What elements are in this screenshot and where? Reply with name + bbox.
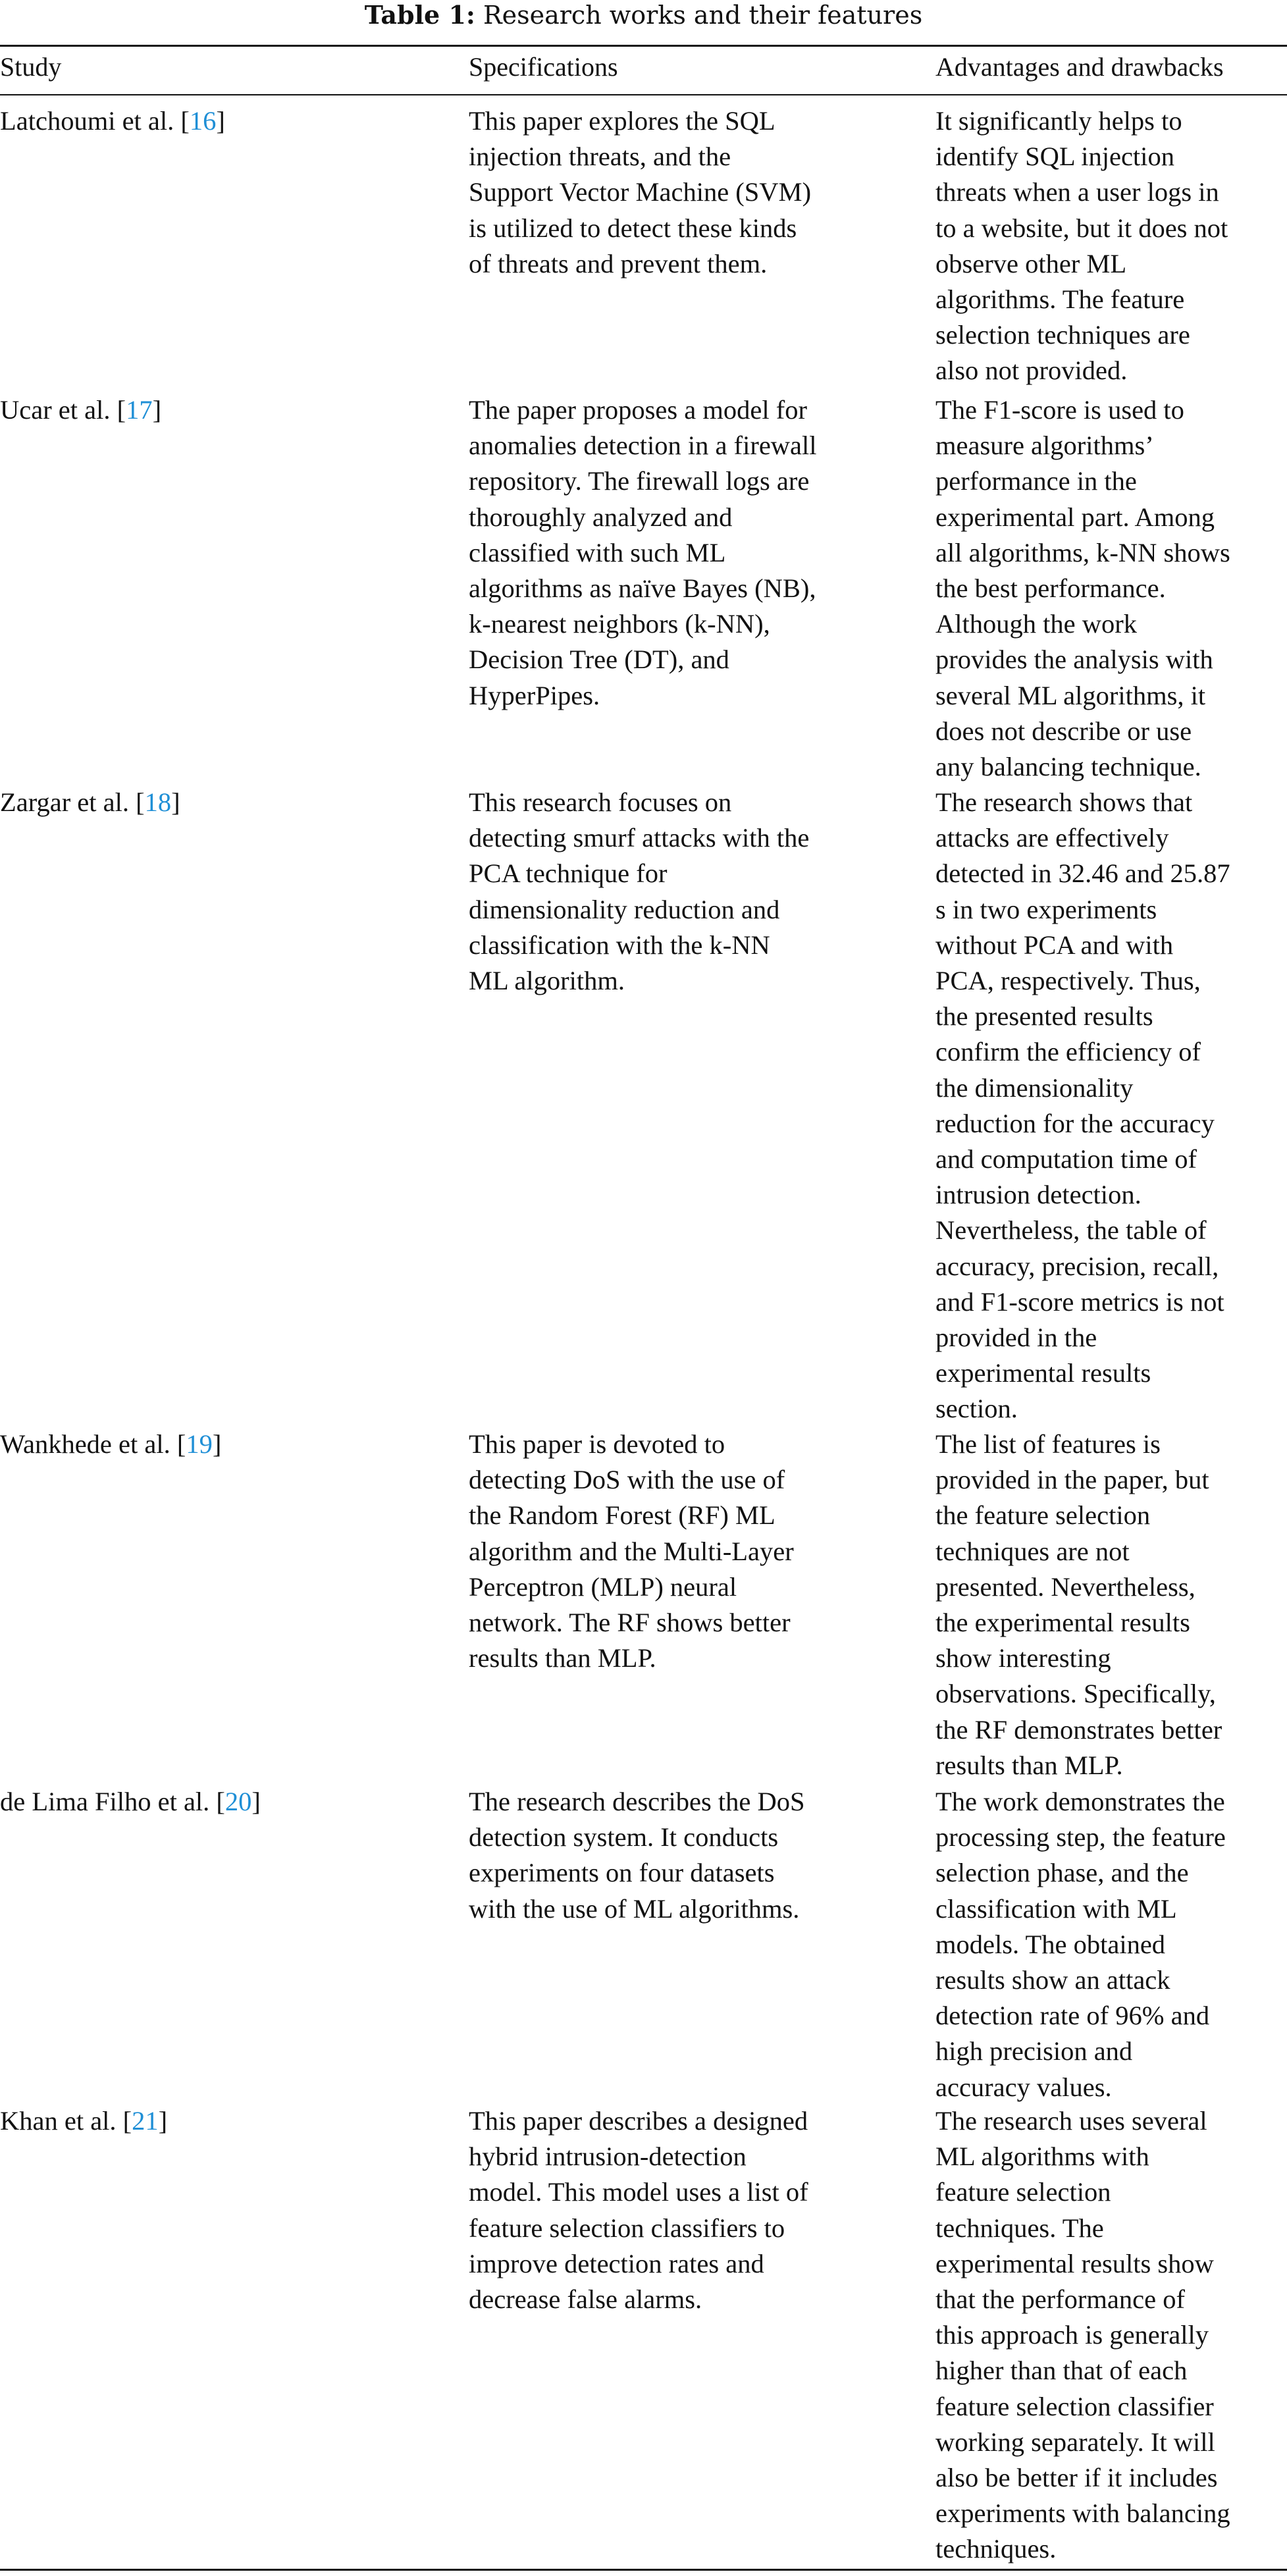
table-top-rule xyxy=(0,45,1287,47)
study-name: Zargar et al. [ xyxy=(0,787,145,817)
table-caption-label: Table 1: xyxy=(364,0,475,30)
specifications-cell: This paper describes a designed hybrid intrusion-detection model. This model uses a list of feature selection classifiers to improve detection rates and decrease false alarms. xyxy=(469,2106,808,2315)
advantages-cell: The research uses several ML algorithms with feature selection techniques. The experimental results show that the performance of this approach is generally higher than that of each feature selection classifier working separately. It will also be better if it includes experiments with balancing techniques. xyxy=(935,2106,1230,2564)
column-header-specifications: Specifications xyxy=(469,52,618,82)
specifications-cell: This paper is devoted to detecting DoS with the use of the Random Forest (RF) ML algorithm and the Multi-Layer Perceptron (MLP) neural network. The RF shows better results than MLP. xyxy=(469,1429,794,1673)
citation-link[interactable]: 17 xyxy=(126,395,153,425)
study-name: de Lima Filho et al. [ xyxy=(0,1787,225,1816)
citation-bracket: ] xyxy=(251,1787,261,1816)
citation-bracket: ] xyxy=(212,1429,222,1459)
study-name: Ucar et al. [ xyxy=(0,395,126,425)
study-cell xyxy=(0,2103,454,2139)
citation-bracket: ] xyxy=(158,2106,168,2136)
table-header-rule xyxy=(0,94,1287,95)
citation-link[interactable]: 18 xyxy=(144,787,172,817)
citation-bracket: ] xyxy=(152,395,162,425)
advantages-cell: The research shows that attacks are effectively detected in 32.46 and 25.87 s in two experiments without PCA and with PCA, respectively. Thus, the presented results confirm the efficiency of the dimensionality reduction for the accuracy and computation time of intrusion detection. Nevertheless, the table of accuracy, precision, recall, and F1-score metrics is not provided in the experimental results section. xyxy=(935,787,1230,1424)
citation-link[interactable]: 21 xyxy=(132,2106,159,2136)
advantages-cell: It significantly helps to identify SQL injection threats when a user logs in to a website, but it does not observe other ML algorithms. The feature selection techniques are also not provided. xyxy=(935,106,1228,386)
specifications-cell: This paper explores the SQL injection threats, and the Support Vector Machine (SVM) is utilized to detect these kinds of threats and prevent them. xyxy=(469,106,812,278)
citation-link[interactable]: 19 xyxy=(186,1429,213,1459)
table-bottom-rule xyxy=(0,2569,1287,2571)
citation-link[interactable]: 20 xyxy=(224,1787,252,1816)
citation-bracket: ] xyxy=(171,787,180,817)
study-name: Wankhede et al. [ xyxy=(0,1429,186,1459)
study-cell xyxy=(0,1784,454,1820)
advantages-cell: The list of features is provided in the paper, but the feature selection techniques are not presented. Nevertheless, the experimental results show interesting observations. Specifically, the RF demonstrates better results than MLP. xyxy=(935,1429,1222,1780)
study-cell xyxy=(0,1427,454,1462)
study-name: Khan et al. [ xyxy=(0,2106,132,2136)
table-header-row xyxy=(0,49,1287,92)
study-cell xyxy=(0,392,454,428)
column-header-study: Study xyxy=(0,52,62,82)
specifications-cell: The paper proposes a model for anomalies detection in a firewall repository. The firewall logs are thoroughly analyzed and classified with such ML algorithms as naïve Bayes (NB), k-nearest neighbors (k-NN), Decision Tree (DT), and HyperPipes. xyxy=(469,395,817,710)
study-cell xyxy=(0,103,454,139)
table-caption-text: Research works and their features xyxy=(483,1,923,30)
specifications-cell: This research focuses on detecting smurf attacks with the PCA technique for dimensionality reduction and classification with the k-NN ML algorithm. xyxy=(469,787,810,996)
study-name: Latchoumi et al. [ xyxy=(0,106,190,136)
advantages-cell: The F1-score is used to measure algorithms’ performance in the experimental part. Among all algorithms, k-NN shows the best performance. Although the work provides the analysis with several ML algorithms, it does not describe or use any balancing technique. xyxy=(935,395,1230,782)
specifications-cell: The research describes the DoS detection system. It conducts experiments on four datasets with the use of ML algorithms. xyxy=(469,1787,805,1924)
column-header-advantages: Advantages and drawbacks xyxy=(935,52,1224,82)
table-caption xyxy=(0,0,1287,30)
citation-bracket: ] xyxy=(216,106,225,136)
study-cell xyxy=(0,785,454,820)
citation-link[interactable]: 16 xyxy=(189,106,217,136)
advantages-cell: The work demonstrates the processing step, the feature selection phase, and the classification with ML models. The obtained results show an attack detection rate of 96% and high precision and accuracy values. xyxy=(935,1787,1226,2102)
